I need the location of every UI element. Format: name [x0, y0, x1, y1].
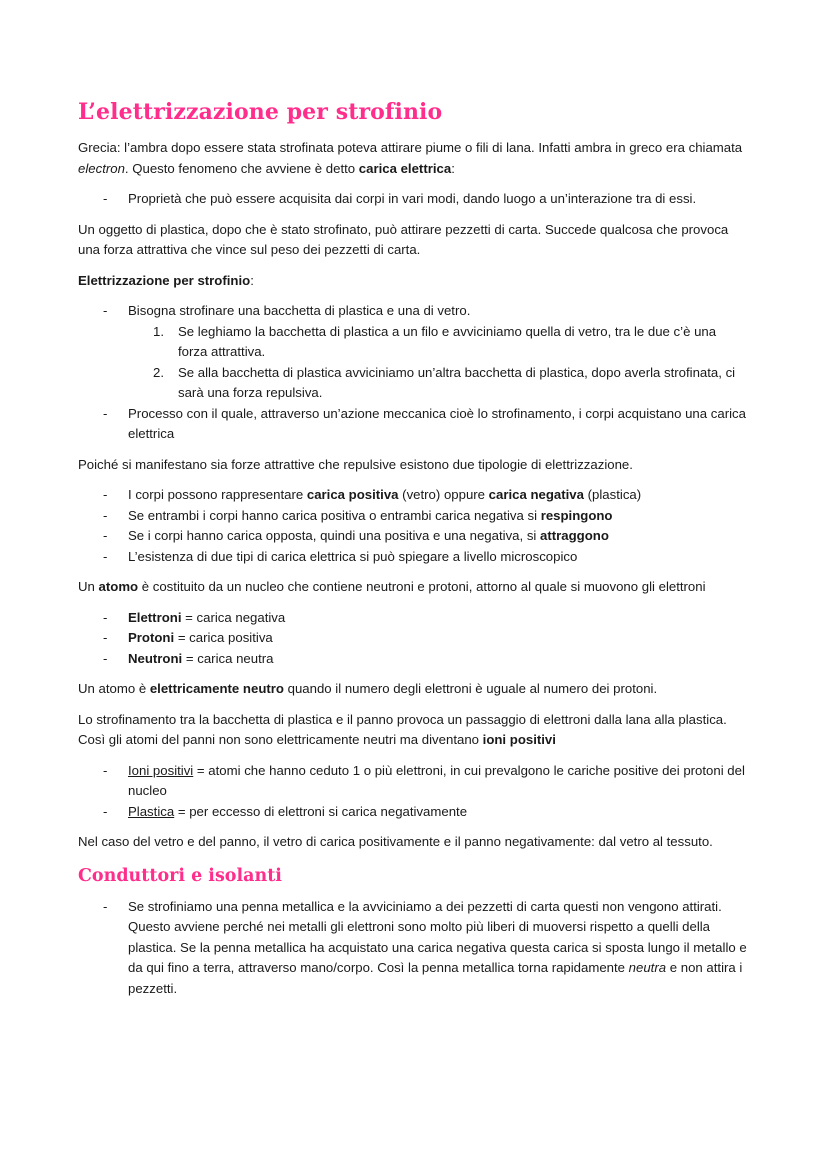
bold-term: respingono — [540, 507, 613, 523]
text: Se entrambi i corpi hanno carica positiva o entrambi carica negativa si — [128, 507, 541, 523]
list-item: - Processo con il quale, attraverso un’azione meccanica cioè lo strofinamento, i corpi acquistano una carica elettrica — [78, 404, 748, 445]
numbered-item — [128, 322, 748, 363]
text: = per eccesso di elettroni si carica negativamente — [174, 803, 468, 819]
numbered-item — [128, 363, 748, 404]
list-item: - L’esistenza di due tipi di carica elettrica si può spiegare a livello microscopico — [78, 547, 748, 568]
list-item: - Proprietà che può essere acquisita dai corpi in vari modi, dando luogo a un’interazione tra di essi. — [78, 189, 748, 210]
text: = carica neutra — [182, 650, 274, 666]
intro-list — [78, 189, 748, 210]
list-item — [78, 506, 748, 527]
rubbing-heading-bold: Elettrizzazione per strofinio — [78, 272, 251, 288]
rubbing-numbered-list — [128, 322, 748, 404]
text: è costituito da un nucleo che contiene neutroni e protoni, attorno al quale si muovono gli elettroni — [138, 579, 706, 594]
text: Lo strofinamento tra la bacchetta di plastica e il panno provoca un passaggio di elettroni dalla lana alla plastica. Così gli atomi del panni non sono elettricamente neutri ma diventano — [78, 711, 727, 747]
text: = carica positiva — [174, 630, 273, 645]
ions-list — [78, 761, 748, 823]
two-types-paragraph: Poiché si manifestano sia forze attrattive che repulsive esistono due tipologie di elettrizzazione. — [78, 456, 633, 472]
bold-term: Neutroni — [128, 650, 183, 666]
transfer-paragraph — [78, 710, 748, 751]
bold-term: atomo — [98, 579, 139, 594]
numbered-item-text: Se alla bacchetta di plastica avviciniamo un’altra bacchetta di plastica, dopo averla strofinata, ci sarà una forza repulsiva. — [178, 364, 736, 400]
section-title-conductors: Conduttori e isolanti — [78, 865, 282, 886]
particles-list — [78, 608, 748, 670]
rubbing-item-1: Bisogna strofinare una bacchetta di plastica e una di vetro. — [128, 303, 471, 318]
list-item — [78, 802, 748, 823]
conductors-list — [78, 897, 748, 1000]
text: Un atomo è — [78, 681, 150, 696]
bold-term: ioni positivi — [482, 732, 556, 747]
underlined-term: Plastica — [128, 803, 175, 819]
document-page — [78, 96, 748, 1009]
list-item — [78, 526, 748, 547]
list-item — [78, 485, 748, 506]
types-list — [78, 485, 748, 567]
text: quando il numero degli elettroni è uguale al numero dei protoni. — [283, 681, 658, 696]
bold-term: attraggono — [540, 528, 609, 543]
atom-paragraph — [78, 577, 748, 598]
intro-text-1: Grecia: l’ambra dopo essere stata strofinata poteva attirare piume o fili di lana. Infatti ambra in greco era chiamata — [78, 140, 743, 155]
list-item — [78, 608, 748, 629]
item-number: 1. — [153, 323, 164, 339]
list-item — [78, 301, 748, 404]
text: = atomi che hanno ceduto 1 o più elettroni, in cui prevalgono le cariche positive dei protoni del nucleo — [128, 762, 745, 798]
intro-text-3: : — [451, 160, 455, 176]
glass-paragraph: Nel caso del vetro e del panno, il vetro di carica positivamente e il panno negativamente: dal vetro al tessuto. — [78, 834, 713, 849]
rubbing-heading-colon: : — [250, 272, 254, 288]
intro-bold-term: carica elettrica — [358, 160, 452, 176]
text: Se strofiniamo una penna metallica e la avviciniamo a dei pezzetti di carta questi non vengono attirati. Questo avviene perché nei metalli gli elettroni sono molto più liberi di muoversi rispetto a quelli della plastica. Se la penna metallica ha acquistato una carica negativa questa carica si sposta lungo il metallo e da qui fino a terra, attraverso mano/corpo. Così la penna metallica torna rapidamente — [128, 898, 747, 975]
item-number: 2. — [153, 364, 164, 380]
plastic-paragraph: Un oggetto di plastica, dopo che è stato strofinato, può attirare pezzetti di carta. Succede qualcosa che provoca una forza attrattiva che vince sul peso dei pezzetti di carta. — [78, 221, 729, 257]
list-item — [78, 897, 748, 1000]
intro-text-2: . Questo fenomeno che avviene è detto — [124, 160, 359, 176]
bold-term: carica positiva — [306, 487, 399, 502]
underlined-term: Ioni positivi — [128, 762, 194, 778]
text: = carica negativa — [181, 609, 286, 625]
text: (vetro) oppure — [398, 487, 489, 502]
list-item — [78, 649, 748, 670]
rubbing-list — [78, 301, 748, 445]
numbered-item-text: Se leghiamo la bacchetta di plastica a un filo e avviciniamo quella di vetro, tra le due c’è una forza attrattiva. — [178, 323, 717, 359]
list-item — [78, 761, 748, 802]
intro-paragraph — [78, 138, 748, 179]
rubbing-heading — [78, 271, 748, 292]
bold-term: Protoni — [128, 630, 175, 645]
list-item — [78, 628, 748, 649]
page-title: L’elettrizzazione per strofinio — [78, 99, 443, 125]
text: Un — [78, 579, 99, 594]
text: (plastica) — [583, 487, 642, 502]
bold-term: elettricamente neutro — [149, 681, 284, 696]
bold-term: carica negativa — [488, 487, 584, 502]
text: I corpi possono rappresentare — [128, 487, 307, 502]
text: Se i corpi hanno carica opposta, quindi una positiva e una negativa, si — [128, 528, 541, 543]
intro-emphasis: electron — [78, 160, 125, 176]
emphasis: neutra — [628, 960, 667, 975]
text: e non attira i pezzetti. — [128, 960, 743, 996]
bold-term: Elettroni — [128, 609, 182, 625]
neutral-paragraph — [78, 679, 748, 700]
